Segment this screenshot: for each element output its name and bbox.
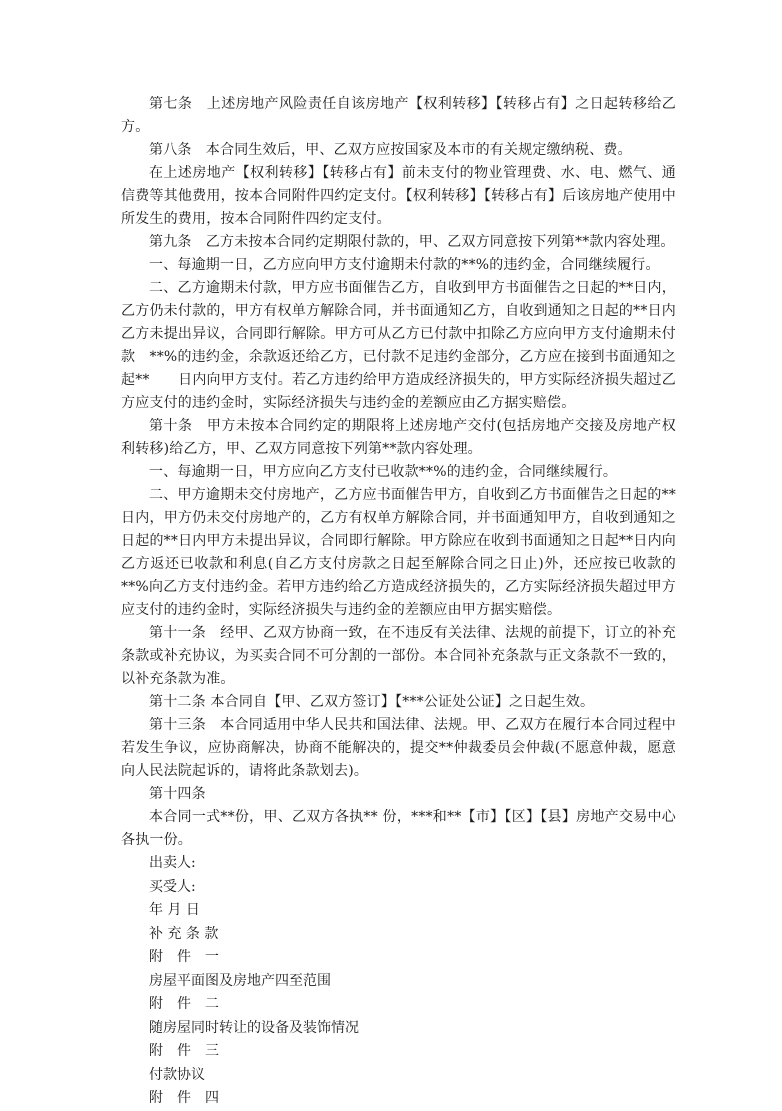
article-8-paragraph: 在上述房地产【权利转移】【转移占有】前未支付的物业管理费、水、电、燃气、通信费等其他费用，按本合同附件四约定支付。【权利转移】【转移占有】后该房地产使用中所发生的费用，按本合同附件四约定支付。 (121, 165, 676, 227)
seller-line: 出卖人: (149, 855, 196, 871)
article-9: 第九条 乙方未按本合同约定期限付款的，甲、乙双方同意按下列第**款内容处理。 (149, 234, 675, 250)
article-10: 第十条 甲方未按本合同约定的期限将上述房地产交付(包括房地产交接及房地产权利转移)给乙方，甲、乙双方同意按下列第**款内容处理。 (121, 418, 676, 457)
article-7: 第七条 上述房地产风险责任自该房地产【权利转移】【转移占有】之日起转移给乙方。 (121, 96, 676, 135)
article-14: 第十四条 (149, 786, 206, 802)
attachment-4-heading: 附 件 四 (149, 1090, 219, 1106)
article-9-item-2: 二、乙方逾期未付款，甲方应书面催告乙方，自收到甲方书面催告之日起的**日内，乙方仍未付款的，甲方有权单方解除合同，并书面通知乙方，自收到通知之日起的**日内乙方未提出异议，合同即行解除。甲方可从乙方已付款中扣除乙方应向甲方支付逾期未付款 **%的违约金，余款返还给乙方，已付款不足违约金部分，乙方应在接到书面通知之起** 日内向甲方支付。若乙方违约给甲方造成经济损失的，甲方实际经济损失超过乙方应支付的违约金时，实际经济损失与违约金的差额应由乙方据实赔偿。 (121, 280, 676, 411)
article-8: 第八条 本合同生效后，甲、乙双方应按国家及本市的有关规定缴纳税、费。 (149, 142, 632, 158)
article-10-item-2: 二、甲方逾期未交付房地产，乙方应书面催告甲方，自收到乙方书面催告之日起的**日内，甲方仍未交付房地产的，乙方有权单方解除合同，并书面通知甲方，自收到通知之日起的**日内甲方未提出异议，合同即行解除。甲方除应在收到书面通知之日起**日内向乙方返还已收款和利息(自乙方支付房款之日起至解除合同之日止)外，还应按已收款的**%向乙方支付违约金。若甲方违约给乙方造成经济损失的，乙方实际经济损失超过甲方应支付的违约金时，实际经济损失与违约金的差额应由甲方据实赔偿。 (121, 487, 676, 618)
attachment-3-heading: 附 件 三 (149, 1043, 219, 1059)
supplementary-terms-heading: 补 充 条 款 (149, 925, 219, 942)
attachment-2-heading: 附 件 二 (149, 996, 219, 1012)
document-page (121, 93, 676, 1111)
article-14-text: 本合同一式**份，甲、乙双方各执** 份，***和**【市】【区】【县】房地产交易中心各执一份。 (121, 809, 676, 848)
article-13: 第十三条 本合同适用中华人民共和国法律、法规。甲、乙双方在履行本合同过程中若发生争议，应协商解决，协商不能解决的，提交**仲裁委员会仲裁(不愿意仲裁，愿意向人民法院起诉的，请将此条款划去)。 (121, 717, 676, 779)
attachment-1-title: 房屋平面图及房地产四至范围 (149, 972, 331, 989)
signature-and-attachments (121, 852, 676, 1111)
buyer-line: 买受人: (149, 878, 196, 895)
article-12: 第十二条 本合同自【甲、乙双方签订】【***公证处公证】之日起生效。 (149, 694, 595, 710)
article-10-item-1: 一、每逾期一日，甲方应向乙方支付已收款**%的违约金，合同继续履行。 (149, 464, 618, 480)
article-9-item-1: 一、每逾期一日，乙方应向甲方支付逾期未付款的**%的违约金，合同继续履行。 (149, 257, 660, 273)
attachment-3-title: 付款协议 (149, 1066, 205, 1083)
attachment-1-heading: 附 件 一 (149, 949, 219, 965)
article-11: 第十一条 经甲、乙双方协商一致，在不违反有关法律、法规的前提下，订立的补充条款或补充协议，为买卖合同不可分割的一部份。本合同补充条款与正文条款不一致的，以补充条款为准。 (121, 625, 676, 687)
date-line: 年 月 日 (149, 902, 200, 918)
attachment-2-title: 随房屋同时转让的设备及装饰情况 (149, 1019, 359, 1036)
